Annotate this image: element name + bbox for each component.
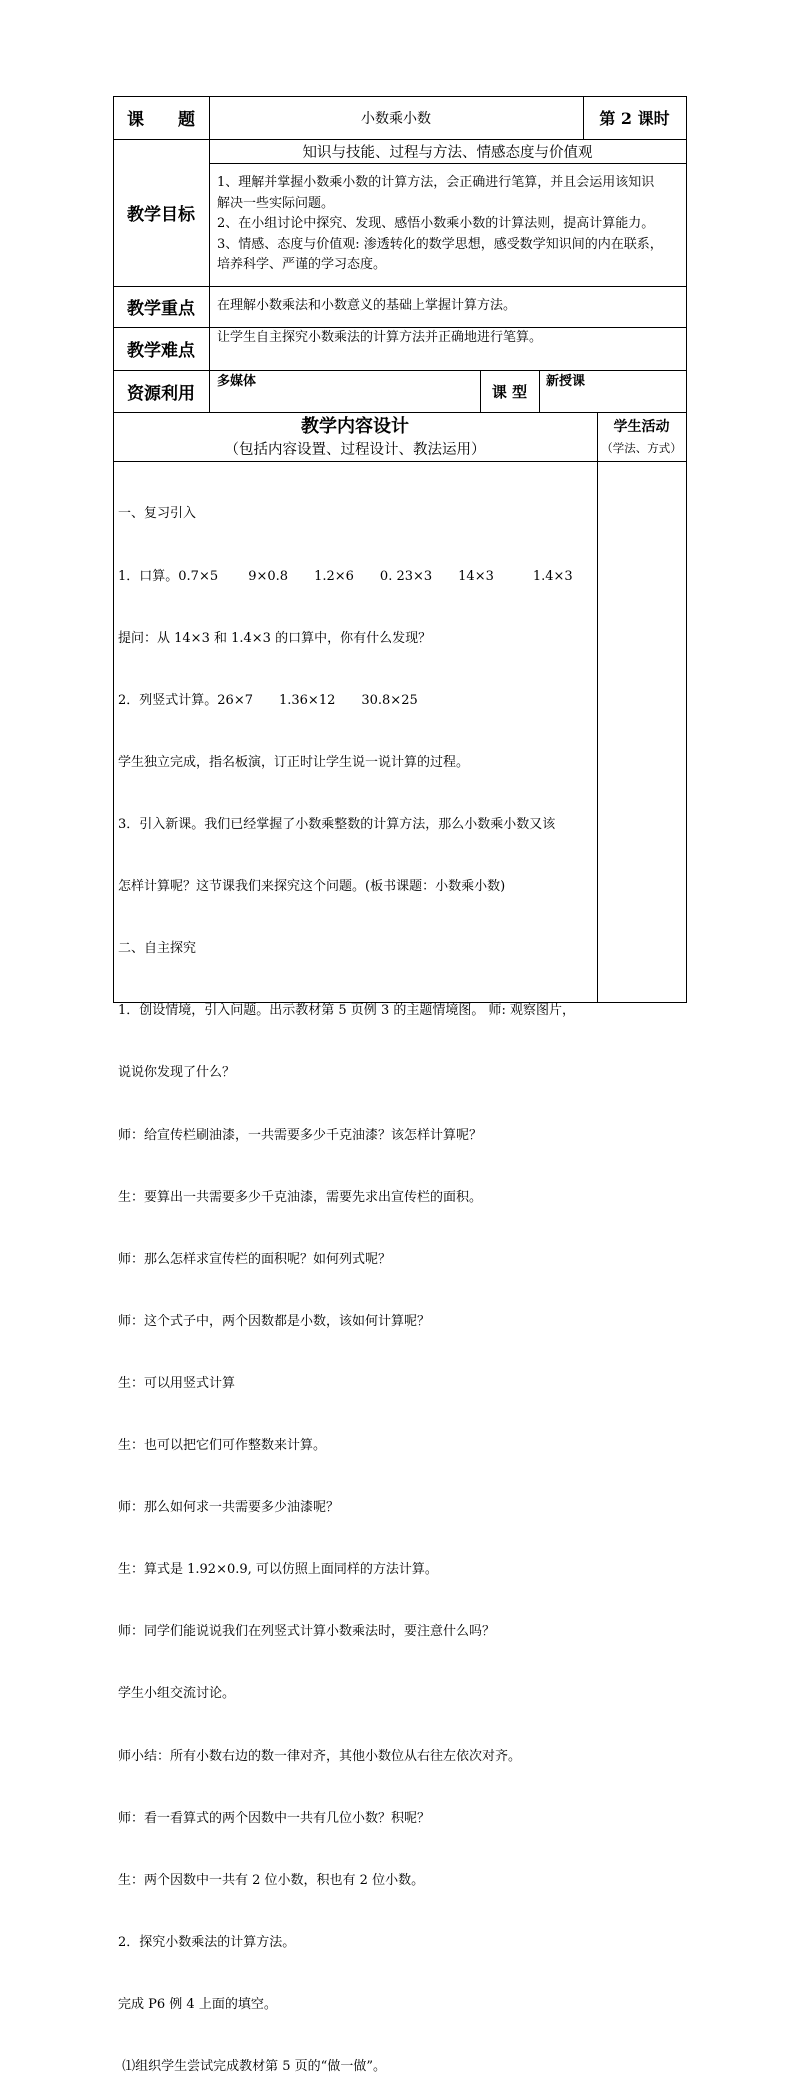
table-border-right bbox=[686, 96, 687, 1003]
content-line: 二、自主探究 bbox=[118, 941, 197, 957]
objectives-label: 教学目标 bbox=[127, 205, 195, 225]
content-line: 师：给宣传栏刷油漆，一共需要多少千克油漆？该怎样计算呢？ bbox=[118, 1127, 483, 1143]
content-line: 生：两个因数中一共有 2 位小数，积也有 2 位小数。 bbox=[118, 1872, 425, 1888]
col-divider bbox=[597, 412, 598, 1002]
content-line: 1．口算。0.7×5 9×0.8 1.2×6 0. 23×3 14×3 1.4×3 bbox=[118, 568, 573, 584]
objective-line: 2、在小组讨论中探究、发现、感悟小数乘小数的计算法则，提高计算能力。 bbox=[217, 216, 655, 231]
key-points-text: 在理解小数乘法和小数意义的基础上掌握计算方法。 bbox=[217, 298, 517, 313]
content-line: 师小结：所有小数右边的数一律对齐，其他小数位从右往左依次对齐。 bbox=[118, 1748, 522, 1764]
row-divider bbox=[113, 412, 687, 413]
subject-value: 小数乘小数 bbox=[361, 110, 431, 127]
content-line: 一、复习引入 bbox=[118, 506, 197, 522]
content-line: 1．创设情境，引入问题。出示教材第 5 页例 3 的主题情境图。 师: 观察图片， bbox=[118, 1003, 575, 1019]
content-line: 生：也可以把它们可作整数来计算。 bbox=[118, 1438, 327, 1454]
content-line: 提问：从 14×3 和 1.4×3 的口算中，你有什么发现？ bbox=[118, 630, 432, 646]
objectives-title: 知识与技能、过程与方法、情感态度与价值观 bbox=[302, 144, 593, 161]
subject-label: 课 题 bbox=[127, 110, 195, 130]
content-line: 师：看一看算式的两个因数中一共有几位小数？积呢？ bbox=[118, 1810, 431, 1826]
content-line: 完成 P6 例 4 上面的填空。 bbox=[118, 1997, 277, 2013]
lesson-number: 第 2 课时 bbox=[599, 109, 670, 128]
content-line: 怎样计算呢？这节课我们来探究这个问题。(板书课题：小数乘小数) bbox=[118, 879, 506, 895]
lesson-type-label: 课 型 bbox=[491, 382, 528, 401]
content-line: 生：算式是 1.92×0.9, 可以仿照上面同样的方法计算。 bbox=[118, 1562, 438, 1578]
content-line: 2．探究小数乘法的计算方法。 bbox=[118, 1934, 296, 1950]
objective-line: 1、理解并掌握小数乘小数的计算方法，会正确进行笔算，并且会运用该知识 bbox=[217, 175, 655, 190]
objective-line: 培养科学、严谨的学习态度。 bbox=[217, 257, 387, 272]
content-line: 师：那么如何求一共需要多少油漆呢？ bbox=[118, 1500, 340, 1516]
difficulties-label: 教学难点 bbox=[127, 341, 195, 361]
row-divider bbox=[113, 461, 687, 462]
col-divider bbox=[539, 370, 540, 412]
content-design-title: 教学内容设计 bbox=[301, 416, 409, 437]
content-line: 师：同学们能说说我们在列竖式计算小数乘法时，要注意什么吗？ bbox=[118, 1624, 496, 1640]
objectives-text bbox=[217, 173, 685, 276]
content-line: 2．列竖式计算。26×7 1.36×12 30.8×25 bbox=[118, 692, 418, 708]
resources-value: 多媒体 bbox=[217, 374, 257, 389]
content-line: 生：可以用竖式计算 bbox=[118, 1375, 236, 1391]
lesson-type-value: 新授课 bbox=[546, 374, 586, 389]
content-design-subtitle: （包括内容设置、过程设计、教法运用） bbox=[224, 442, 486, 458]
row-divider bbox=[209, 163, 687, 164]
content-line: 说说你发现了什么？ bbox=[118, 1065, 236, 1081]
objective-line: 解决一些实际问题。 bbox=[217, 195, 335, 211]
content-body bbox=[118, 463, 594, 2099]
activity-subtitle: （学法、方式） bbox=[601, 441, 682, 455]
content-line: 生：要算出一共需要多少千克油漆，需要先求出宣传栏的面积。 bbox=[118, 1189, 483, 1205]
activity-title: 学生活动 bbox=[613, 419, 670, 435]
content-line: 师：这个式子中，两个因数都是小数，该如何计算呢？ bbox=[118, 1313, 431, 1329]
key-points-label: 教学重点 bbox=[127, 299, 195, 319]
content-line: ⑴组织学生尝试完成教材第 5 页的“做一做”。 bbox=[118, 2059, 386, 2075]
content-line: 学生小组交流讨论。 bbox=[118, 1686, 236, 1702]
content-line: 3．引入新课。我们已经掌握了小数乘整数的计算方法，那么小数乘小数又该 bbox=[118, 816, 556, 832]
content-line: 学生独立完成，指名板演，订正时让学生说一说计算的过程。 bbox=[118, 754, 470, 770]
difficulties-text: 让学生自主探究小数乘法的计算方法并正确地进行笔算。 bbox=[217, 330, 543, 345]
objective-line: 3、情感、态度与价值观: 渗透转化的数学思想，感受数学知识间的内在联系， bbox=[217, 236, 663, 252]
content-line: 师：那么怎样求宣传栏的面积呢？如何列式呢？ bbox=[118, 1251, 392, 1267]
resources-label: 资源利用 bbox=[127, 383, 195, 404]
